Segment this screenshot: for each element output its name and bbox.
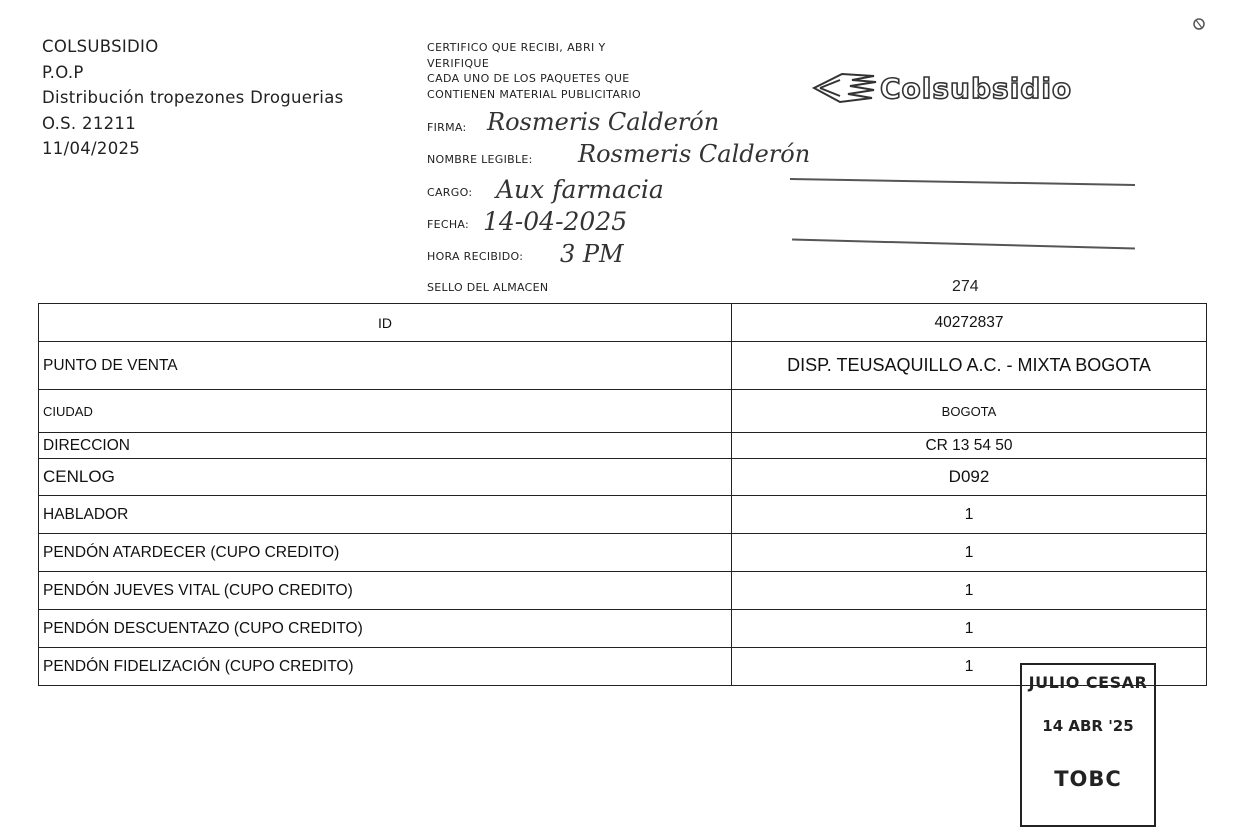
fecha-label: FECHA: [427, 218, 470, 231]
table-row [39, 433, 1207, 459]
date-line [792, 239, 1135, 250]
table-row [39, 304, 1207, 342]
nombre-label: NOMBRE LEGIBLE: [427, 153, 533, 166]
distribution-table [38, 303, 1207, 686]
row-label: CIUDAD [39, 390, 732, 433]
hora-value: 3 PM [560, 240, 624, 268]
company-name: COLSUBSIDIO [42, 37, 159, 56]
table-row [39, 459, 1207, 496]
table-row [39, 390, 1207, 433]
table-row [39, 342, 1207, 390]
row-label: PENDÓN FIDELIZACIÓN (CUPO CREDITO) [39, 648, 732, 686]
sello-number: 274 [952, 278, 979, 295]
row-label: PENDÓN JUEVES VITAL (CUPO CREDITO) [39, 572, 732, 610]
cert-line: CADA UNO DE LOS PAQUETES QUE [427, 72, 630, 85]
department: P.O.P [42, 62, 84, 82]
row-value: 40272837 [732, 304, 1207, 342]
row-value: DISP. TEUSAQUILLO A.C. - MIXTA BOGOTA [732, 342, 1207, 390]
description: Distribución tropezones Droguerias [42, 88, 344, 107]
signature-line [790, 178, 1135, 186]
stamp-code: TOBC [1054, 767, 1122, 791]
row-value: 1 [732, 610, 1207, 648]
row-value: 1 [732, 648, 1207, 686]
sello-label: SELLO DEL ALMACEN [427, 281, 549, 294]
cargo-value: Aux farmacia [496, 175, 664, 204]
row-label: ID [39, 304, 732, 342]
row-value: D092 [732, 459, 1207, 496]
colsubsidio-logo-icon [812, 68, 882, 108]
cert-line: CERTIFICO QUE RECIBI, ABRI Y [427, 41, 606, 54]
row-label: PENDÓN ATARDECER (CUPO CREDITO) [39, 534, 732, 572]
row-label: HABLADOR [39, 496, 732, 534]
stamp-name: JULIO CESAR [1028, 673, 1148, 692]
table-row [39, 572, 1207, 610]
row-value: 1 [732, 496, 1207, 534]
document-date: 11/04/2025 [42, 139, 141, 158]
row-value: BOGOTA [732, 390, 1207, 433]
hora-label: HORA RECIBIDO: [427, 250, 524, 263]
table-row [39, 496, 1207, 534]
cert-line: CONTIENEN MATERIAL PUBLICITARIO [427, 87, 642, 101]
firma-label: FIRMA: [427, 121, 467, 134]
stamp-date: 14 ABR '25 [1042, 717, 1134, 735]
row-label: PUNTO DE VENTA [39, 342, 732, 390]
nombre-value: Rosmeris Calderón [578, 140, 811, 168]
row-label: CENLOG [39, 459, 732, 496]
cert-line: VERIFIQUE [427, 56, 490, 70]
row-value: CR 13 54 50 [732, 433, 1207, 459]
firma-signature: Rosmeris Calderón [487, 108, 720, 136]
table-row [39, 534, 1207, 572]
order-number: O.S. 21211 [42, 113, 137, 133]
row-value: 1 [732, 534, 1207, 572]
row-label: DIRECCION [39, 433, 732, 459]
header-block [42, 34, 344, 162]
row-value: 1 [732, 572, 1207, 610]
fecha-value: 14-04-2025 [483, 207, 628, 236]
clip-icon [1192, 16, 1206, 32]
warehouse-stamp [1020, 663, 1156, 827]
table-row [39, 610, 1207, 648]
cargo-label: CARGO: [427, 186, 473, 199]
row-label: PENDÓN DESCUENTAZO (CUPO CREDITO) [39, 610, 732, 648]
certification-text [427, 40, 641, 102]
logo-wordmark: Colsubsidio [880, 72, 1073, 105]
